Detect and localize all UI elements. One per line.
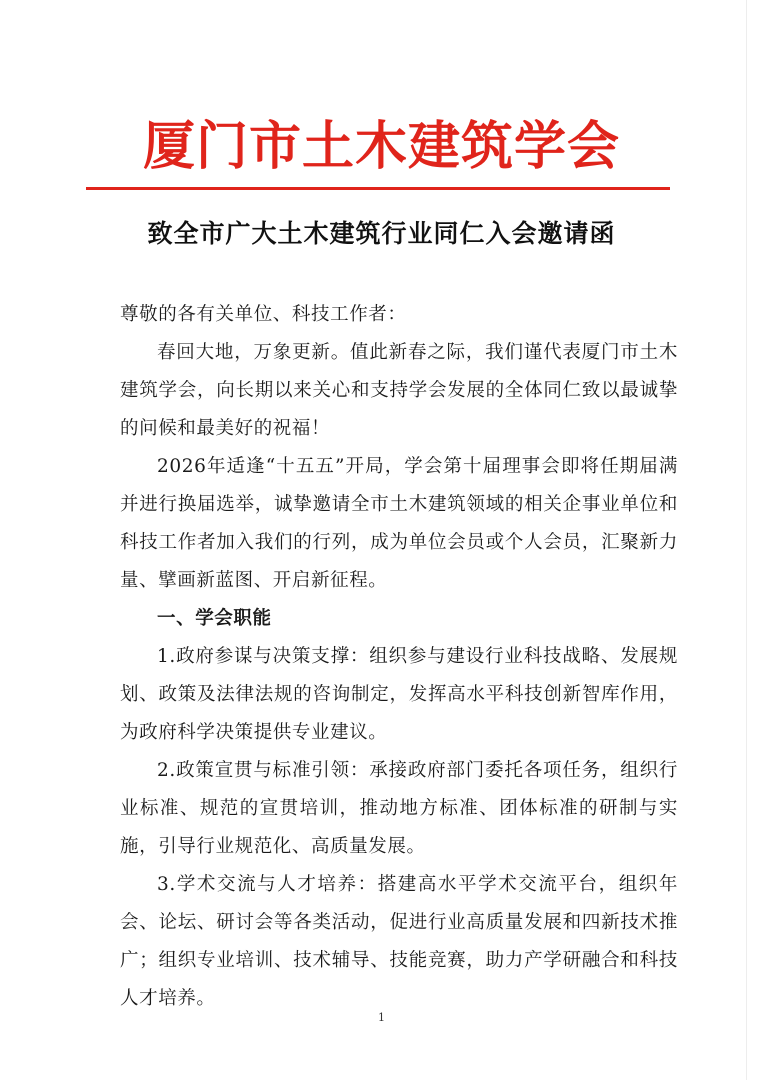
function-item-1: 1.政府参谋与决策支撑：组织参与建设行业科技战略、发展规划、政策及法律法规的咨询制定，发挥高水平科技创新智库作用，为政府科学决策提供专业建议。 xyxy=(120,646,678,743)
document-title: 致全市广大土木建筑行业同仁入会邀请函 xyxy=(147,219,616,248)
function-item-2: 2.政策宣贯与标准引领：承接政府部门委托各项任务，组织行业标准、规范的宣贯培训，推动地方标准、团体标准的研制与实施，引导行业规范化、高质量发展。 xyxy=(120,760,678,857)
document-body xyxy=(120,296,678,1018)
page-number: 1 xyxy=(378,1011,385,1024)
organization-masthead: 厦门市土木建筑学会 xyxy=(142,116,620,177)
paragraph-invitation: 2026年适逢“十五五”开局，学会第十届理事会即将任期届满并进行换届选举，诚挚邀请全市土木建筑领域的相关企事业单位和科技工作者加入我们的行列，成为单位会员或个人会员，汇聚新力量、擘画新蓝图、开启新征程。 xyxy=(120,456,678,591)
section-heading-functions: 一、学会职能 xyxy=(157,608,272,629)
function-item-3: 3.学术交流与人才培养：搭建高水平学术交流平台，组织年会、论坛、研讨会等各类活动，促进行业高质量发展和四新技术推广；组织专业培训、技术辅导、技能竞赛，助力产学研融合和科技人才培养。 xyxy=(120,874,678,1009)
masthead-red-rule xyxy=(86,187,670,190)
salutation: 尊敬的各有关单位、科技工作者： xyxy=(120,304,407,325)
paragraph-greeting: 春回大地，万象更新。值此新春之际，我们谨代表厦门市土木建筑学会，向长期以来关心和支持学会发展的全体同仁致以最诚挚的问候和最美好的祝福！ xyxy=(120,342,678,439)
